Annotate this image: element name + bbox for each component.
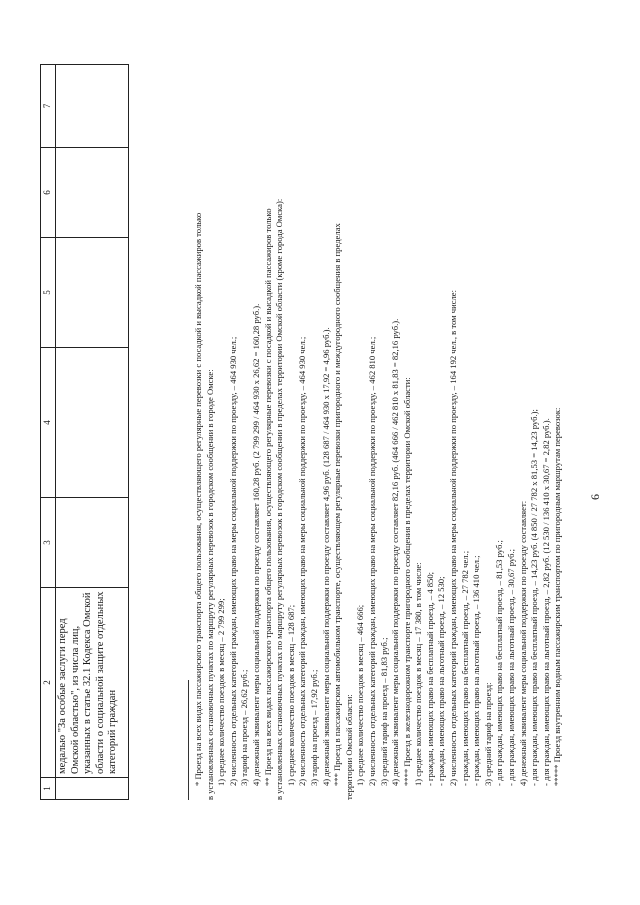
footnote-line: - граждан, имеющих право на льготный проезд, – 12 530; [436,576,447,786]
footnote-line: ***** Проезд внутренним водным пассажирским транспортом по пригородным маршрутам перевозок: [552,407,563,786]
table-cell [56,498,129,588]
table-cell [56,778,129,800]
column-number: 1 [41,778,56,800]
footnote-line: 3) тариф на проезд – 17,92 руб.; [308,669,319,786]
footnote-line: - для граждан, имеющих право на бесплатный проезд, – 14,23 руб. (4 850 / 27 782 x 81,53 = 14,23 руб.); [529,409,540,786]
footnote-line: 3) средний тариф на проезд: [482,682,493,786]
footnote-line: *** Проезд в пассажирском автомобильном транспорте, осуществляющем регулярные перевозки пригородного и междугородного сообщения в пределах [332,223,343,786]
footnote-line: территории Омской области: [343,694,354,800]
column-number: 5 [41,238,56,348]
page-number: 6 [588,494,602,500]
footnote-line: 4) денежный эквивалент меры социальной поддержки по проезду составляет 4,96 руб. (128 687 / 464 930 x 17,92 = 4,96 руб.). [320,327,331,786]
footnote-line: - для граждан, имеющих право на бесплатный проезд, – 81,53 руб.; [494,540,505,786]
column-number: 6 [41,148,56,238]
rotated-content [40,65,600,800]
footnote-line: **** Проезд в железнодорожном транспорте пригородного сообщения в пределах территории Омской области: [401,377,412,786]
footnote-line: ** Проезд на всех видах пассажирского транспорта общего пользования, осуществляющего регулярные перевозки с посадкой и высадкой пассажиров только [262,208,273,786]
column-number: 7 [41,65,56,148]
footnote-line: - граждан, имеющих право на льготный проезд, – 136 410 чел.; [471,555,482,786]
footnote-line: в установленных остановочных пунктах по маршруту регулярных перевозок в городском сообщении в городе Омске: [204,369,215,800]
footnote-line: * Проезд на всех видах пассажирского транспорта общего пользования, осуществляющего регулярные перевозки с посадкой и высадкой пассажиров только [193,212,203,786]
column-number: 4 [41,348,56,498]
footnote-line: 1) среднее количество поездок в месяц – 128 687; [285,604,296,786]
medal-category-cell: медалью "За особые заслуги перед Омской областью", из числа лиц, указанных в статье 32.1 Кодекса Омской области о социальной защите отдельных категорий граждан [56,588,129,778]
table-cell [56,348,129,498]
column-number: 3 [41,498,56,588]
footnote-line: в установленных остановочных пунктах по маршруту регулярных перевозок в городском сообщении в пределах территории Омской области (кроме города Омска): [274,198,285,800]
footnote-line: 1) среднее количество поездок в месяц – 464 666; [355,604,366,786]
footnote-line: 4) денежный эквивалент меры социальной поддержки по проезду составляет 160,28 руб. (2 799 299 / 464 930 x 26,62 = 160,28 руб.). [250,303,261,786]
footnote-line: - граждан, имеющих право на бесплатный проезд, – 27 782 чел.; [459,550,470,786]
table-header-row [41,65,56,800]
footnote-line: 3) тариф на проезд – 26,62 руб.; [239,669,250,786]
footnote-line: 2) численность отдельных категорий граждан, имеющих право на меры социальной поддержки по проезду, – 464 930 чел.; [297,336,308,786]
footnote-line: - для граждан, имеющих право на льготный проезд, – 2,82 руб. (12 530 / 136 410 x 30,67 = 2,82 руб.). [540,418,551,786]
footnote-line: - граждан, имеющих право на бесплатный проезд, – 4 850; [424,571,435,786]
footnote-line: 4) денежный эквивалент меры социальной поддержки по проезду составляет 82,16 руб. (464 666 / 462 810 x 81,83 = 82,16 руб.). [390,318,401,786]
footnote-line: 1) среднее количество поездок в месяц – 17 380, в том числе: [413,562,424,786]
footnote-line: 2) численность отдельных категорий граждан, имеющих право на меры социальной поддержки по проезду, – 464 930 чел.; [227,336,238,786]
footnote-line: 2) численность отдельных категорий граждан, имеющих право на меры социальной поддержки по проезду, – 164 192 чел., в том числе: [448,290,459,786]
footnote-line: 4) денежный эквивалент меры социальной поддержки по проезду составляет: [517,500,528,786]
table-cell [56,65,129,148]
footnote-separator [188,680,189,800]
footnote-line: 1) среднее количество поездок в месяц – 2 799 299; [216,598,227,786]
footnote-line: 2) численность отдельных категорий граждан, имеющих право на меры социальной поддержки по проезду, – 462 810 чел.; [366,336,377,786]
table-cell [56,148,129,238]
footnotes [188,65,564,800]
table-row [56,65,129,800]
benefits-table [40,64,129,800]
column-number: 2 [41,588,56,778]
table-cell [56,238,129,348]
footnote-line: - для граждан, имеющих право на льготный проезд, – 30,67 руб.; [506,549,517,786]
footnote-line: 3) средний тариф на проезд – 81,83 руб.; [378,637,389,786]
